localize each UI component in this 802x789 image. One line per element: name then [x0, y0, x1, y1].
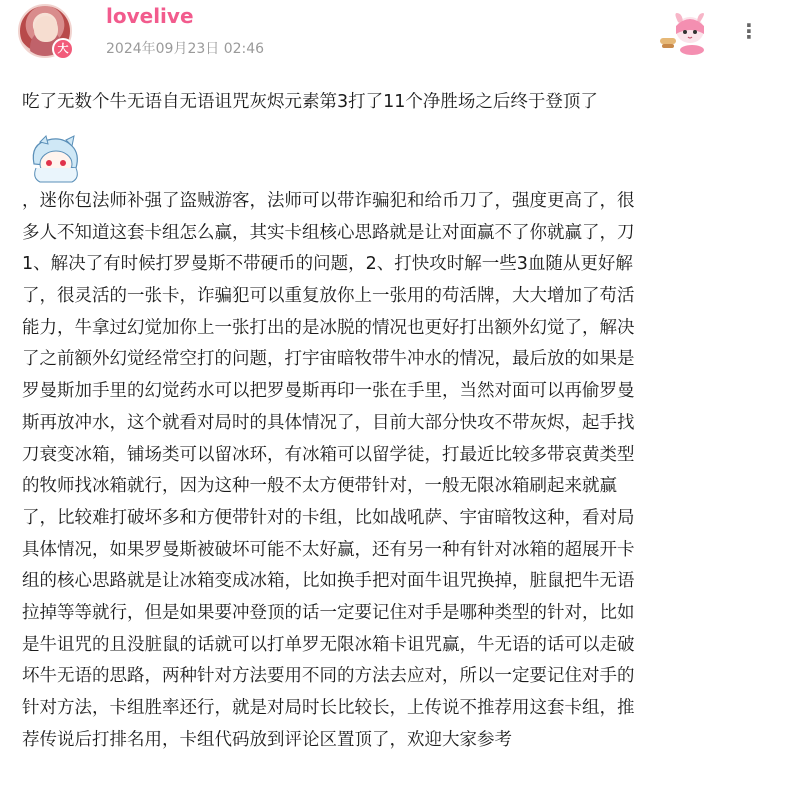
- body-line: 了，比较难打破坏多和方便带针对的卡组，比如战吼萨、宇宙暗牧这种，看对局: [22, 507, 635, 528]
- level-badge: 大: [52, 38, 74, 60]
- body-line: 罗曼斯加手里的幻觉药水可以把罗曼斯再印一张在手里，当然对面可以再偷罗曼: [22, 381, 635, 402]
- username-link[interactable]: lovelive: [106, 4, 194, 28]
- post-title: 吃了无数个牛无语自无语诅咒灰烬元素第3打了11个净胜场之后终于登顶了: [22, 92, 598, 112]
- body-line: 刀衰变冰箱，铺场类可以留冰环，有冰箱可以留学徒，打最近比较多带哀黄类型: [22, 444, 635, 465]
- avatar[interactable]: [18, 4, 76, 62]
- body-line: 了之前额外幻觉经常空打的问题，打宇宙暗牧带牛冲水的情况，最后放的如果是: [22, 349, 635, 370]
- body-line: 荐传说后打排名用，卡组代码放到评论区置顶了，欢迎大家参考: [22, 729, 512, 750]
- body-line: 了，很灵活的一张卡，诈骗犯可以重复放你上一张用的苟活牌，大大增加了苟活: [22, 286, 635, 307]
- body-line: 1、解决了有时候打罗曼斯不带硬币的问题，2、打快攻时解一些3血随从更好解: [22, 254, 633, 275]
- body-line: 是牛诅咒的且没脏鼠的话就可以打单罗无限冰箱卡诅咒赢，牛无语的话可以走破: [22, 634, 635, 655]
- body-line: 坏牛无语的思路，两种针对方法要用不同的方法去应对，所以一定要记住对手的: [22, 666, 635, 687]
- vertical-ellipsis-icon: ⋮: [739, 19, 759, 43]
- body-line: 具体情况，如果罗曼斯被破坏可能不太好赢，还有另一种有针对冰箱的超展开卡: [22, 539, 635, 560]
- body-line: 的牧师找冰箱就行，因为这种一般不太方便带针对，一般无限冰箱刷起来就赢: [22, 476, 617, 497]
- body-line: 多人不知道这套卡组怎么赢，其实卡组核心思路就是让对面赢不了你就赢了，刀: [22, 222, 635, 243]
- body-line: ，迷你包法师补强了盗贼游客，法师可以带诈骗犯和给币刀了，强度更高了，很: [22, 191, 635, 211]
- pink-bunny-girl-sticker-icon: [654, 8, 712, 56]
- more-menu-button[interactable]: [738, 18, 760, 44]
- post-timestamp: 2024年09月23日 02:46: [106, 41, 265, 57]
- body-line: 能力，牛拿过幻觉加你上一张打出的是冰脱的情况也更好打出额外幻觉了，解决: [22, 317, 635, 338]
- post-body: [22, 186, 780, 756]
- chibi-mascot-emoji-icon: [26, 134, 86, 184]
- body-line: 针对方法，卡组胜率还行，就是对局时长比较长，上传说不推荐用这套卡组，推: [22, 698, 635, 718]
- body-line: 组的核心思路就是让冰箱变成冰箱，比如换手把对面牛诅咒换掉，脏鼠把牛无语: [22, 571, 635, 592]
- body-line: 拉掉等等就行，但是如果要冲登顶的话一定要记住对手是哪种类型的针对，比如: [22, 602, 635, 623]
- body-line: 斯再放冲水，这个就看对局时的具体情况了，目前大部分快攻不带灰烬，起手找: [22, 412, 635, 433]
